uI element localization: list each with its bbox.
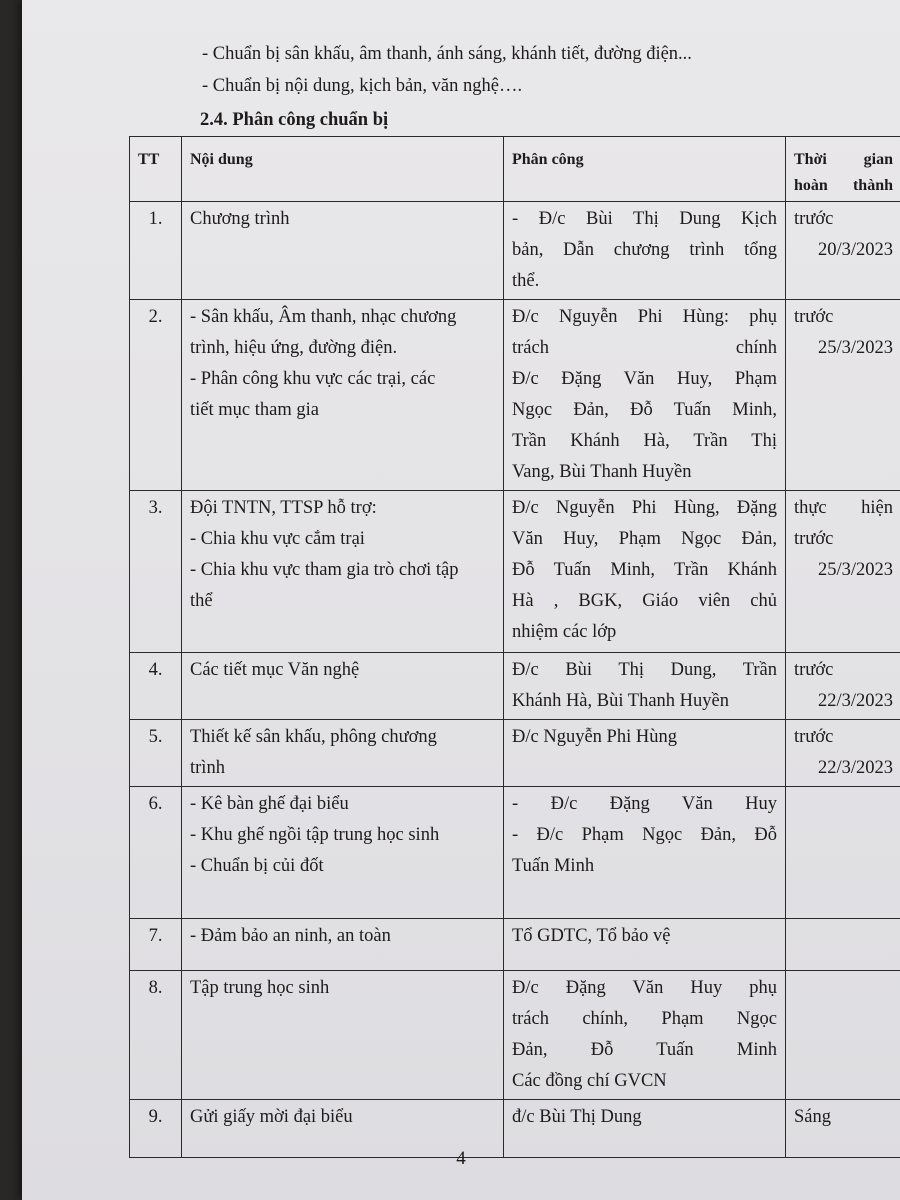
content-line: Đội TNTN, TTSP hỗ trợ: [190,498,377,518]
row-assignee [504,491,786,653]
intro-line-script: - Chuẩn bị nội dung, kịch bản, văn nghệ…. [202,76,523,96]
table-row [130,720,900,787]
row-assignee [504,919,786,971]
row-number: 8. [130,971,182,1100]
table-row [130,787,900,919]
row-time [786,720,900,787]
row-assignee [504,971,786,1100]
content-line: - Phân công khu vực các trại, các [190,369,436,389]
row-assignee [504,300,786,491]
document-page [22,0,900,1200]
content-line: Gửi giấy mời đại biểu [190,1107,353,1127]
row-assignee [504,787,786,919]
content-line: trình [190,758,225,778]
row-content [182,971,504,1100]
content-line: Thiết kế sân khấu, phông chương [190,727,437,747]
assignee-line: Khánh Hà, Bùi Thanh Huyền [512,691,729,711]
row-number: 1. [130,202,182,300]
assignee-line: - Đ/c Bùi Thị Dung Kịch [512,209,777,229]
content-line: - Đảm bảo an ninh, an toàn [190,926,391,946]
assignee-line: Tổ GDTC, Tổ bảo vệ [512,926,671,946]
time-line: thực hiện [794,498,893,518]
row-content [182,202,504,300]
time-line: trước [794,660,834,680]
row-time [786,971,900,1100]
row-content [182,653,504,720]
assignee-line: Hà , BGK, Giáo viên chủ [512,591,777,611]
intro-line-stage: - Chuẩn bị sân khấu, âm thanh, ánh sáng, khánh tiết, đường điện... [202,44,692,64]
content-line: - Chia khu vực cắm trại [190,529,365,549]
assignment-table [129,136,900,1158]
assignee-line: Đ/c Bùi Thị Dung, Trần [512,660,777,680]
row-time [786,300,900,491]
row-number: 3. [130,491,182,653]
assignee-line: đ/c Bùi Thị Dung [512,1107,642,1127]
row-time [786,919,900,971]
section-heading: 2.4. Phân công chuẩn bị [200,110,389,130]
time-line: trước [794,307,834,327]
time-line: 25/3/2023 [817,560,893,580]
time-line: 25/3/2023 [817,338,893,358]
row-number: 7. [130,919,182,971]
assignee-line: Trần Khánh Hà, Trần Thị [512,431,777,451]
time-line: 22/3/2023 [817,758,893,778]
content-line: - Sân khấu, Âm thanh, nhạc chương [190,307,457,327]
table-row [130,202,900,300]
row-content [182,491,504,653]
assignee-line: Tuấn Minh [512,856,595,876]
row-number: 5. [130,720,182,787]
row-time [786,491,900,653]
table-row [130,971,900,1100]
assignee-line: trách chính [512,338,777,358]
content-line: Các tiết mục Văn nghệ [190,660,360,680]
content-line: - Chuẩn bị củi đốt [190,856,324,876]
assignee-line: Đản, Đỗ Tuấn Minh [512,1040,777,1060]
content-line: Tập trung học sinh [190,978,330,998]
row-number: 9. [130,1100,182,1158]
row-time [786,653,900,720]
row-number: 2. [130,300,182,491]
assignee-line: nhiệm các lớp [512,622,617,642]
row-content [182,300,504,491]
content-line: - Khu ghế ngồi tập trung học sinh [190,825,440,845]
time-line: trước [794,727,834,747]
time-line: trước [794,209,834,229]
row-number: 6. [130,787,182,919]
time-line: trước [794,529,834,549]
assignee-line: Văn Huy, Phạm Ngọc Đản, [512,529,777,549]
assignee-line: - Đ/c Đặng Văn Huy [512,794,777,814]
row-assignee [504,202,786,300]
row-number: 4. [130,653,182,720]
content-line: trình, hiệu ứng, đường điện. [190,338,398,358]
assignee-line: Các đồng chí GVCN [512,1071,667,1091]
content-line: - Kê bàn ghế đại biểu [190,794,349,814]
assignee-line: Đ/c Đặng Văn Huy, Phạm [512,369,777,389]
header-time [786,137,900,202]
header-time-line1: Thời gian [794,151,893,168]
assignee-line: bản, Dẫn chương trình tổng [512,240,777,260]
row-time [786,787,900,919]
table-row [130,919,900,971]
table-row [130,300,900,491]
row-assignee [504,653,786,720]
row-time [786,202,900,300]
assignee-line: Ngọc Đản, Đỗ Tuấn Minh, [512,400,777,420]
row-content [182,919,504,971]
time-line: 20/3/2023 [817,240,893,260]
time-line: Sáng [794,1107,831,1127]
assignee-line: Đỗ Tuấn Minh, Trần Khánh [512,560,777,580]
time-line: 22/3/2023 [817,691,893,711]
header-assignee: Phân công [504,137,786,202]
row-content [182,787,504,919]
header-content: Nội dung [182,137,504,202]
assignee-line: Đ/c Nguyễn Phi Hùng [512,727,677,747]
content-line: Chương trình [190,209,290,229]
page-number: 4 [456,1148,466,1169]
table-row [130,653,900,720]
table-row [130,491,900,653]
table-body [130,202,900,1158]
header-time-line2: hoàn thành [794,177,893,194]
header-tt: TT [130,137,182,202]
assignee-line: Vang, Bùi Thanh Huyền [512,462,692,482]
row-assignee [504,720,786,787]
content-line: - Chia khu vực tham gia trò chơi tập [190,560,459,580]
assignee-line: - Đ/c Phạm Ngọc Đản, Đỗ [512,825,777,845]
content-line: tiết mục tham gia [190,400,319,420]
assignee-line: Đ/c Nguyễn Phi Hùng: phụ [512,307,777,327]
assignee-line: Đ/c Nguyễn Phi Hùng, Đặng [512,498,777,518]
content-line: thể [190,591,213,611]
assignee-line: Đ/c Đặng Văn Huy phụ [512,978,777,998]
assignee-line: thể. [512,271,540,291]
assignee-line: trách chính, Phạm Ngọc [512,1009,777,1029]
row-content [182,720,504,787]
